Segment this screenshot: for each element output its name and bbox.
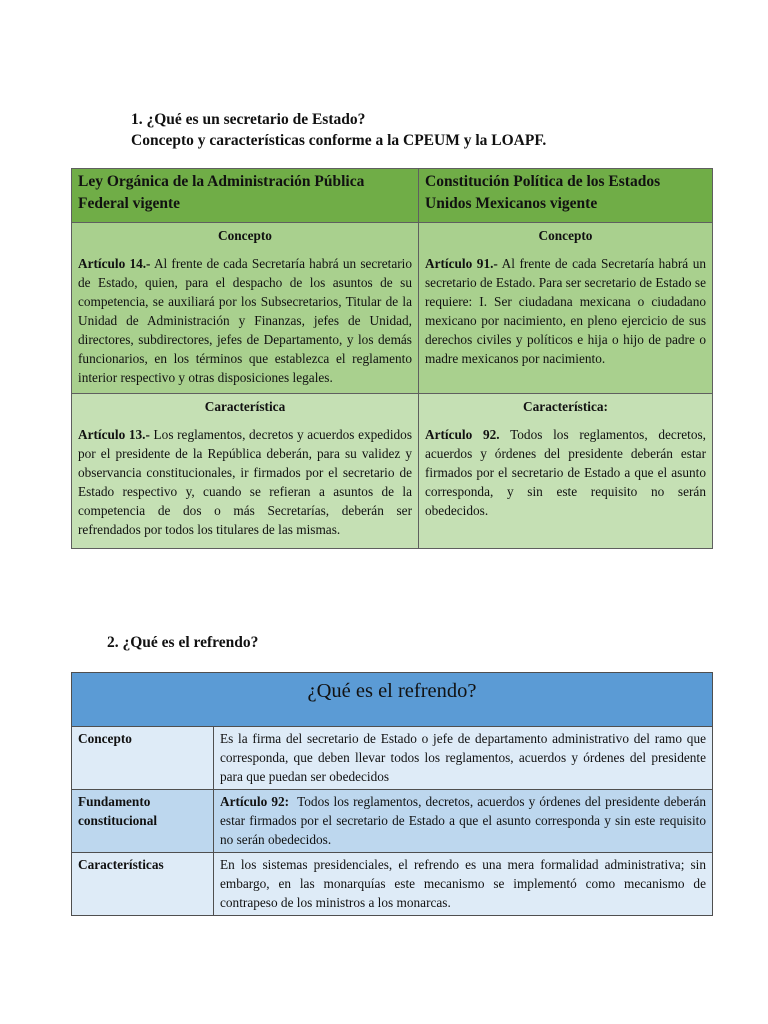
refrendo-title-row [72,673,713,727]
loapf-concepto-cell [72,223,419,394]
article-91-label: Artículo 91.- [425,256,498,271]
cpeum-concepto-cell [419,223,713,394]
article-14-label: Artículo 14.- [78,256,151,271]
table-header-row [72,169,713,223]
caracteristica-subheader: Característica [204,399,286,414]
concepto-text: Es la firma del secretario de Estado o jefe de departamento administrativo del ramo que corresponda, que deben llevar todos los reglamentos, acuerdos y órdenes del presidente para que puedan ser obedecidos [214,727,713,790]
fundamento-label: Fundamento constitucional [72,790,214,853]
concepto-label: Concepto [72,727,214,790]
loapf-caracteristica-cell [72,394,419,549]
article-91-paragraph [425,254,706,368]
article-92-paragraph [425,425,706,520]
question-1-subtitle: Concepto y características conforme a la CPEUM y la LOAPF. [131,132,547,149]
article-13-label: Artículo 13.- [78,427,150,442]
concepto-row [72,223,713,394]
article-91-text: Al frente de cada Secretaría habrá un secretario de Estado. Para ser secretario de Estado se requiere: I. Ser ciudadana mexicana o ciudadano mexicano por nacimiento, en pleno ejercicio de sus derechos civiles y políticos e hija o hijo de padre o madre mexicanos por nacimiento. [425,256,707,366]
caracteristicas-row [72,853,713,916]
article-13-text: Los reglamentos, decretos y acuerdos expedidos por el presidente de la República deberán, para su validez y observancia constitucionales, ir firmados por el secretario de Estado respectivo y, cuando se refieran a asuntos de la competencia de dos o más Secretarías, deberán ser refrendados por todos los titulares de las mismas. [78,427,412,537]
caracteristica-row [72,394,713,549]
question-2-title: 2. ¿Qué es el refrendo? [107,634,259,651]
caracteristicas-text: En los sistemas presidenciales, el refrendo es una mera formalidad administrativa; sin embargo, en las monarquías este mecanismo se implementó como mecanismo de contrapeso de los ministros a los monarcas. [214,853,713,916]
article-92-label: Artículo 92. [425,427,500,442]
question-1-title: 1. ¿Qué es un secretario de Estado? [131,111,366,128]
concepto-subheader: Concepto [218,228,272,243]
refrendo-table [71,672,713,916]
article-14-text: Al frente de cada Secretaría habrá un secretario de Estado, quien, para el despacho de los asuntos de su competencia, se auxiliará por los Subsecretarios, Titular de la Unidad de Administración y Finanzas, jefes de Unidad, directores, subdirectores, jefes de Departamento, y los demás funcionarios, en los términos que establezca el reglamento interior respectivo y otras disposiciones legales. [78,256,413,385]
article-13-paragraph [78,425,412,539]
comparison-table [71,168,713,549]
article-14-paragraph [78,254,412,387]
caracteristicas-label: Características [72,853,214,916]
cpeum-caracteristica-cell [419,394,713,549]
concepto-subheader: Concepto [538,228,593,243]
fundamento-row [72,790,713,853]
article-92-label: Artículo 92: [220,794,290,809]
fundamento-text: Todos los reglamentos, decretos, acuerdos y órdenes del presidente deberán estar firmados por el secretario de Estado a que el asunto corresponda y sin este requisito no serán obedecidos. [220,794,710,847]
article-92-text: Todos los reglamentos, decretos, acuerdos y órdenes del presidente deberán estar firmados por el secretario de Estado a que el asunto corresponda, y sin este requisito no serán obedecidos. [425,427,706,518]
refrendo-title: ¿Qué es el refrendo? [72,673,713,727]
fundamento-cell [214,790,713,853]
concepto-row [72,727,713,790]
caracteristica-subheader: Característica: [523,399,608,414]
cpeum-header: Constitución Política de los Estados Unidos Mexicanos vigente [419,169,713,223]
loapf-header: Ley Orgánica de la Administración Pública Federal vigente [72,169,419,223]
